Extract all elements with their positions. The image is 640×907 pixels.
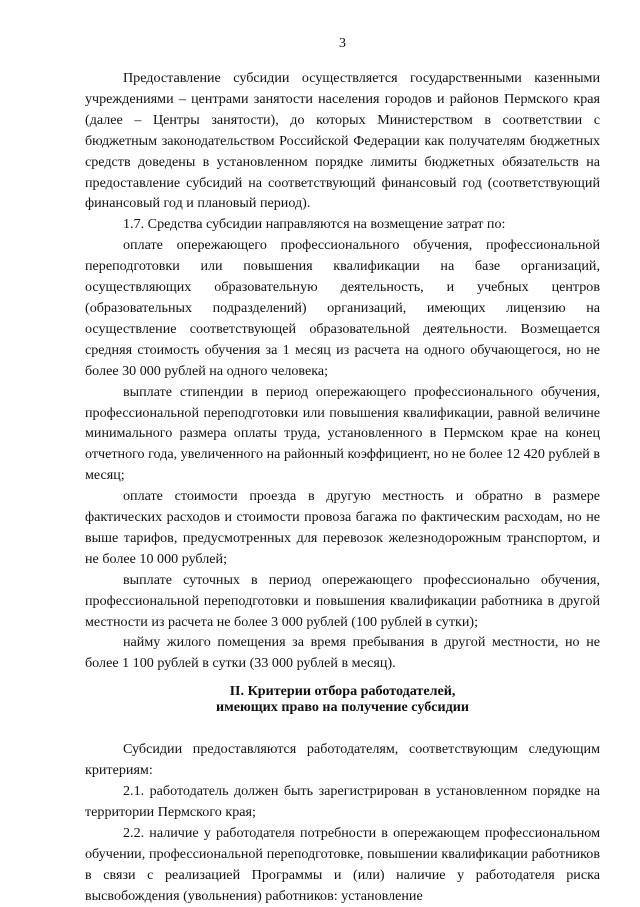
section-2-heading-line-2: имеющих право на получение субсидии	[216, 698, 469, 715]
section-2-heading-line-1: II. Критерии отбора работодателей,	[229, 683, 456, 700]
paragraph-1-7: 1.7. Средства субсидии направляются на возмещение затрат по:	[123, 216, 506, 233]
section-2-heading	[85, 684, 600, 715]
paragraph-travel-cost: оплате стоимости проезда в другую местность и обратно в размере фактических расходов и стоимости провоза багажа по фактическим расходам, но не выше тарифов, предусмотренных для перевозок железнодорожным транспортом, и не более 10 000 рублей;	[85, 488, 600, 567]
paragraph-2-2: 2.2. наличие у работодателя потребности в опережающем профессиональном обучении, профессиональной переподготовке, повышении квалификации работников в связи с реализацией Программы и (или) наличие у работодателя риска высвобождения (увольнения) работников: установление	[85, 824, 600, 904]
paragraph-housing: найму жилого помещения за время пребывания в другой местности, но не более 1 100 рублей в сутки (33 000 рублей в месяц).	[85, 634, 600, 672]
paragraph-stipend: выплате стипендии в период опережающего профессионального обучения, профессиональной переподготовки или повышения квалификации, равной величине минимального размера оплаты труда, установленного в Пермском крае на конец отчетного года, увеличенного на районный коэффициент, но не более 12 420 рублей в месяц;	[85, 383, 600, 484]
page-number: 3	[339, 36, 346, 51]
document-page	[85, 34, 600, 907]
paragraph-daily-allowance: выплате суточных в период опережающего профессионально обучения, профессиональной переподготовки и повышения квалификации работника в другой местности из расчета не более 3 000 рублей (100 рублей в сутки);	[85, 571, 600, 630]
paragraph-subsidy-provision: Предоставление субсидии осуществляется государственными казенными учреждениями – центрами занятости населения городов и районов Пермского края (далее – Центры занятости), до которых Министерством в соответствии с бюджетным законодательством Российской Федерации как получателям бюджетных средств доведены в установленном порядке лимиты бюджетных обязательств на предоставление субсидий на соответствующий финансовый год (соответствующий финансовый год и плановый период).	[85, 70, 600, 212]
paragraph-training-payment: оплате опережающего профессионального обучения, профессиональной переподготовки или повышения квалификации на базе организаций, осуществляющих образовательную деятельность, и учебных центров (образовательных подразделений) организаций, имеющих лицензию на осуществление соответствующей образовательной деятельности. Возмещается средняя стоимость обучения за 1 месяц из расчета на одного обучающегося, но не более 30 000 рублей на одного человека;	[85, 237, 600, 379]
paragraph-2-1: 2.1. работодатель должен быть зарегистрирован в установленном порядке на территории Пермского края;	[85, 783, 600, 820]
paragraph-criteria-intro: Субсидии предоставляются работодателям, соответствующим следующим критериям:	[85, 741, 600, 779]
